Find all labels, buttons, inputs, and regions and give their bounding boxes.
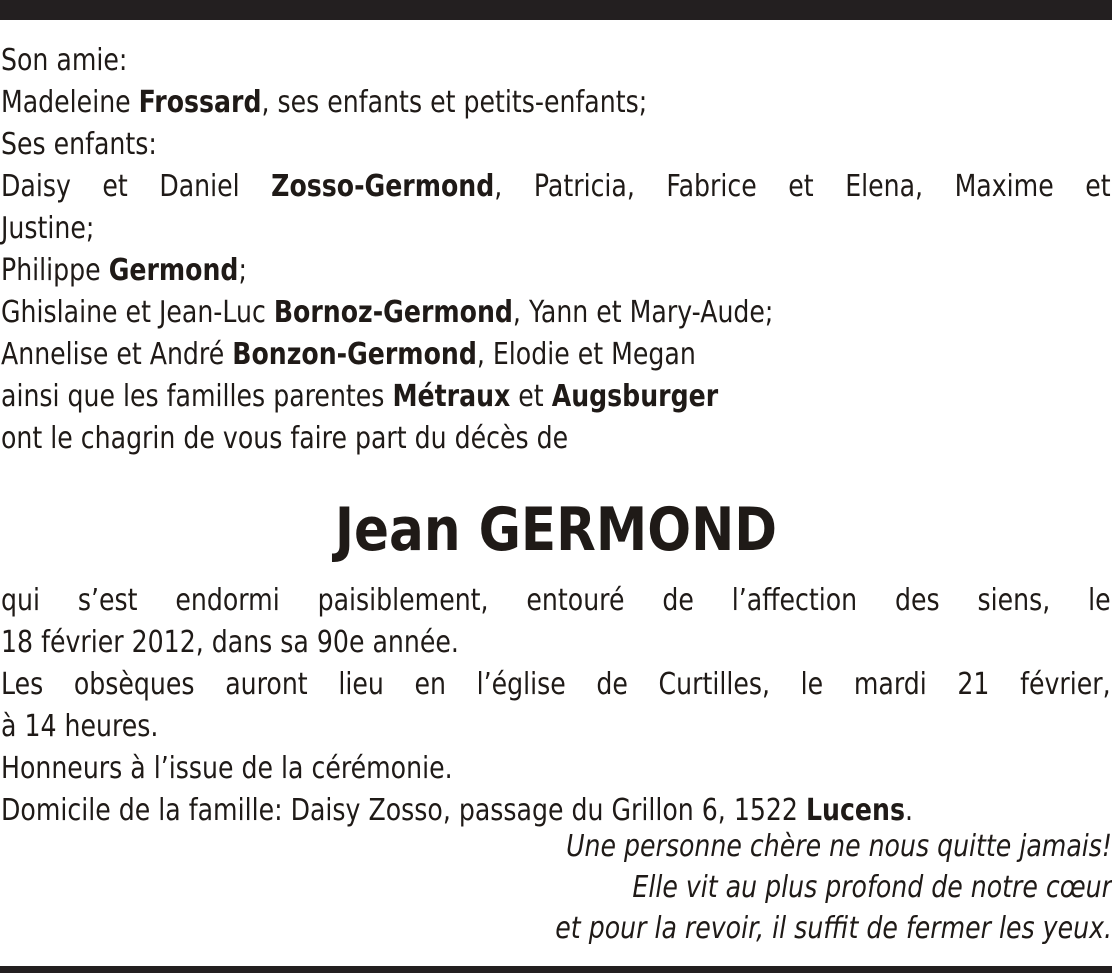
text: à 14 heures. — [1, 709, 159, 744]
quote-line-1: Une personne chère ne nous quitte jamais! — [566, 829, 1112, 864]
family-name: Bonzon-Germond — [232, 337, 477, 372]
text: Domicile de la famille: Daisy Zosso, passage du Grillon 6, 1522 — [1, 793, 806, 828]
closing-quote — [0, 826, 1112, 949]
text: Ses enfants: — [1, 127, 157, 162]
text: Philippe — [1, 253, 109, 288]
quote-line-3: et pour la revoir, il suffit de fermer les yeux. — [555, 911, 1112, 946]
family-name: Zosso-Germond — [271, 169, 495, 204]
deceased-name: Jean GERMOND — [334, 495, 778, 565]
intro-line-4 — [1, 166, 1111, 208]
bottom-rule — [0, 966, 1112, 973]
details-line-3 — [1, 664, 1111, 706]
intro-line-3 — [1, 124, 933, 166]
text: et — [510, 379, 552, 414]
text: ont le chagrin de vous faire part du décès de — [1, 421, 569, 456]
text: , ses enfants et petits-enfants; — [261, 85, 648, 120]
text: . — [904, 793, 913, 828]
intro-line-7 — [1, 292, 933, 334]
text: qui s’est endormi paisiblement, entouré de l’affection des siens, le — [1, 583, 1111, 618]
family-name: Bornoz-Germond — [273, 295, 513, 330]
text: Ghislaine et Jean-Luc — [1, 295, 274, 330]
text: Annelise et André — [1, 337, 233, 372]
family-name: Frossard — [138, 85, 262, 120]
text: ; — [238, 253, 247, 288]
top-rule — [0, 0, 1112, 20]
details-line-4 — [1, 706, 933, 748]
intro-line-8 — [1, 334, 933, 376]
text: Madeleine — [1, 85, 139, 120]
text: ainsi que les familles parentes — [1, 379, 393, 414]
intro-line-2 — [1, 82, 933, 124]
text: Son amie: — [1, 43, 128, 78]
notice-body — [1, 40, 1111, 832]
text: Honneurs à l’issue de la cérémonie. — [1, 751, 453, 786]
intro-line-9 — [1, 376, 933, 418]
intro-line-1 — [1, 40, 933, 82]
intro-line-5 — [1, 208, 933, 250]
text: Daisy et Daniel — [1, 169, 272, 204]
text: , Patricia, Fabrice et Elena, Maxime et — [494, 169, 1111, 204]
intro-line-6 — [1, 250, 933, 292]
details-line-2 — [1, 622, 933, 664]
family-name: Métraux — [392, 379, 511, 414]
text: Justine; — [1, 211, 95, 246]
family-name: Augsburger — [551, 379, 719, 414]
details-line-5 — [1, 748, 933, 790]
family-name: Germond — [108, 253, 239, 288]
town-name: Lucens — [805, 793, 905, 828]
text: , Yann et Mary-Aude; — [512, 295, 774, 330]
text: , Elodie et Megan — [476, 337, 696, 372]
details-line-1 — [1, 580, 1111, 622]
text: 18 février 2012, dans sa 90e année. — [1, 625, 459, 660]
text: Les obsèques auront lieu en l’église de Curtilles, le mardi 21 février, — [1, 667, 1111, 702]
quote-line-2: Elle vit au plus profond de notre cœur — [632, 870, 1112, 905]
intro-line-10 — [1, 418, 933, 460]
